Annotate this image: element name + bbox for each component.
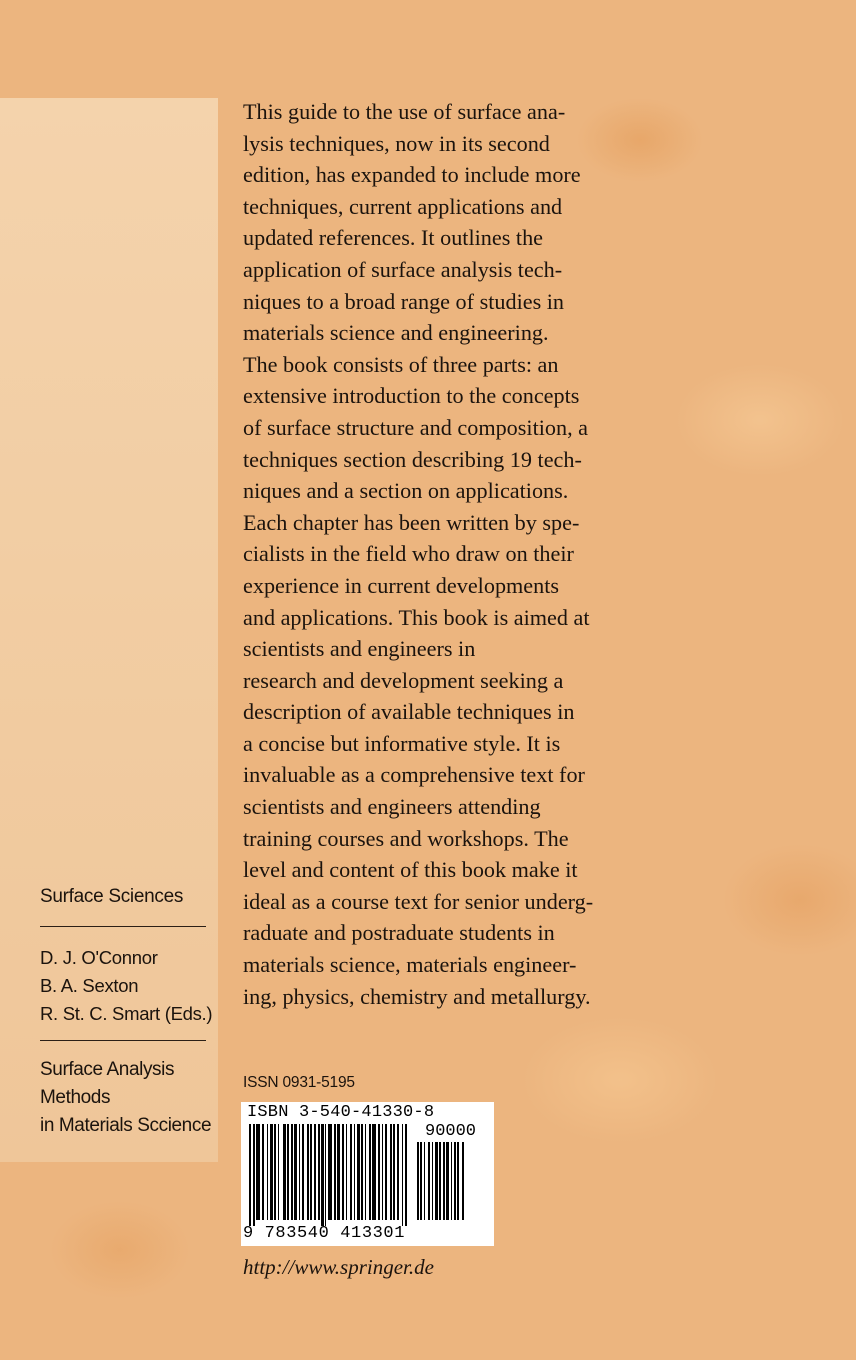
barcode-addon-bars	[417, 1142, 489, 1226]
blurb-line: of surface structure and composition, a	[243, 414, 589, 440]
blurb-line: materials science, materials engineer-	[243, 952, 577, 978]
barcode-bar	[420, 1142, 422, 1220]
barcode-bar	[314, 1124, 316, 1220]
barcode-bar	[378, 1124, 380, 1220]
blurb-line: lysis techniques, now in its second	[243, 130, 550, 156]
isbn-barcode	[241, 1102, 494, 1246]
barcode-bar	[443, 1142, 445, 1220]
barcode-bar	[346, 1124, 347, 1220]
barcode-bar	[457, 1142, 459, 1220]
barcode-bar	[350, 1124, 352, 1220]
barcode-bars	[249, 1124, 413, 1226]
blurb-line: techniques section describing 19 tech-	[243, 446, 582, 472]
barcode-bar	[328, 1124, 332, 1220]
barcode-bar	[302, 1124, 304, 1220]
barcode-bar	[321, 1124, 324, 1226]
blurb-line: application of surface analysis tech-	[243, 256, 563, 282]
barcode-bar	[325, 1124, 326, 1226]
barcode-bar	[299, 1124, 300, 1220]
barcode-bar	[287, 1124, 289, 1220]
barcode-bar	[342, 1124, 344, 1220]
barcode-bar	[256, 1124, 260, 1220]
blurb-line: techniques, current applications and	[243, 193, 563, 219]
barcode-bar	[462, 1142, 464, 1220]
barcode-bar	[357, 1124, 360, 1220]
divider	[40, 1040, 206, 1041]
blurb-line: cialists in the field who draw on their	[243, 541, 574, 567]
barcode-bar	[369, 1124, 371, 1220]
barcode-bar	[337, 1124, 340, 1220]
barcode-bar	[307, 1124, 309, 1220]
barcode-bar	[446, 1142, 449, 1220]
blurb-line: niques to a broad range of studies in	[243, 288, 565, 314]
barcode-bar	[451, 1142, 452, 1220]
barcode-bar	[435, 1142, 438, 1220]
author: B. A. Sexton	[40, 975, 139, 996]
blurb-line: scientists and engineers in	[243, 636, 476, 662]
book-title-line: in Materials Sccience	[40, 1115, 212, 1136]
blurb-line: description of available techniques in	[243, 699, 575, 725]
barcode-bar	[278, 1124, 279, 1220]
issn: ISSN 0931-5195	[243, 1074, 355, 1091]
blurb-line: ing, physics, chemistry and metallurgy.	[243, 983, 591, 1009]
barcode-bar	[354, 1124, 355, 1220]
blurb-line: niques and a section on applications.	[243, 478, 569, 504]
blurb-line: The book consists of three parts: an	[243, 351, 559, 377]
barcode-bar	[454, 1142, 456, 1220]
blurb-line: a concise but informative style. It is	[243, 730, 561, 756]
book-title-line: Methods	[40, 1087, 111, 1108]
blurb-line: edition, has expanded to include more	[243, 162, 581, 188]
barcode-bar	[428, 1142, 430, 1220]
barcode-bar	[270, 1124, 273, 1220]
publisher-url: http://www.springer.de	[243, 1255, 434, 1279]
isbn-label: ISBN 3-540-41330-8	[247, 1103, 435, 1122]
blurb-line: level and content of this book make it	[243, 857, 578, 883]
author: D. J. O'Connor	[40, 947, 158, 968]
barcode-bar	[253, 1124, 255, 1226]
blurb-line: experience in current developments	[243, 572, 560, 598]
blurb-line: updated references. It outlines the	[243, 225, 544, 251]
back-cover-blurb	[243, 96, 623, 1012]
barcode-bar	[424, 1142, 425, 1220]
blurb-line: This guide to the use of surface ana-	[243, 99, 566, 124]
barcode-bar	[334, 1124, 336, 1220]
divider	[40, 926, 206, 927]
blurb-line: and applications. This book is aimed at	[243, 604, 590, 630]
barcode-bar	[439, 1142, 441, 1220]
book-title-line: Surface Analysis	[40, 1059, 175, 1080]
blurb-line: materials science and engineering.	[243, 320, 549, 346]
blurb-line: training courses and workshops. The	[243, 825, 569, 851]
barcode-bar	[417, 1142, 419, 1220]
blurb-line: ideal as a course text for senior underg-	[243, 888, 594, 914]
barcode-bar	[393, 1124, 395, 1220]
barcode-bar	[267, 1124, 268, 1220]
blurb-line: raduate and postraduate students in	[243, 920, 555, 946]
barcode-digits: 9 783540 413301	[243, 1224, 406, 1243]
barcode-bar	[365, 1124, 366, 1220]
series-name: Surface Sciences	[40, 886, 184, 907]
barcode-bar	[262, 1124, 264, 1220]
book-title	[40, 1056, 211, 1140]
barcode-bar	[405, 1124, 407, 1226]
blurb-line: Each chapter has been written by spe-	[243, 509, 580, 535]
barcode-bar	[382, 1124, 383, 1220]
barcode-bar	[274, 1124, 276, 1220]
barcode-addon-digits: 90000	[425, 1122, 477, 1141]
barcode-bar	[291, 1124, 293, 1220]
author: R. St. C. Smart (Eds.)	[40, 1003, 213, 1024]
barcode-bar	[249, 1124, 251, 1226]
authors-list	[40, 944, 212, 1028]
blurb-line: scientists and engineers attending	[243, 794, 541, 820]
blurb-line: invaluable as a comprehensive text for	[243, 762, 585, 788]
barcode-bar	[283, 1124, 286, 1220]
blurb-line: extensive introduction to the concepts	[243, 383, 580, 409]
barcode-bar	[385, 1124, 387, 1220]
barcode-bar	[402, 1124, 403, 1226]
blurb-line: research and development seeking a	[243, 667, 564, 693]
barcode-bar	[397, 1124, 399, 1220]
barcode-bar	[372, 1124, 376, 1220]
barcode-bar	[432, 1142, 433, 1220]
barcode-bar	[390, 1124, 392, 1220]
barcode-bar	[310, 1124, 312, 1220]
barcode-bar	[294, 1124, 297, 1220]
barcode-bar	[361, 1124, 363, 1220]
barcode-bar	[318, 1124, 320, 1220]
